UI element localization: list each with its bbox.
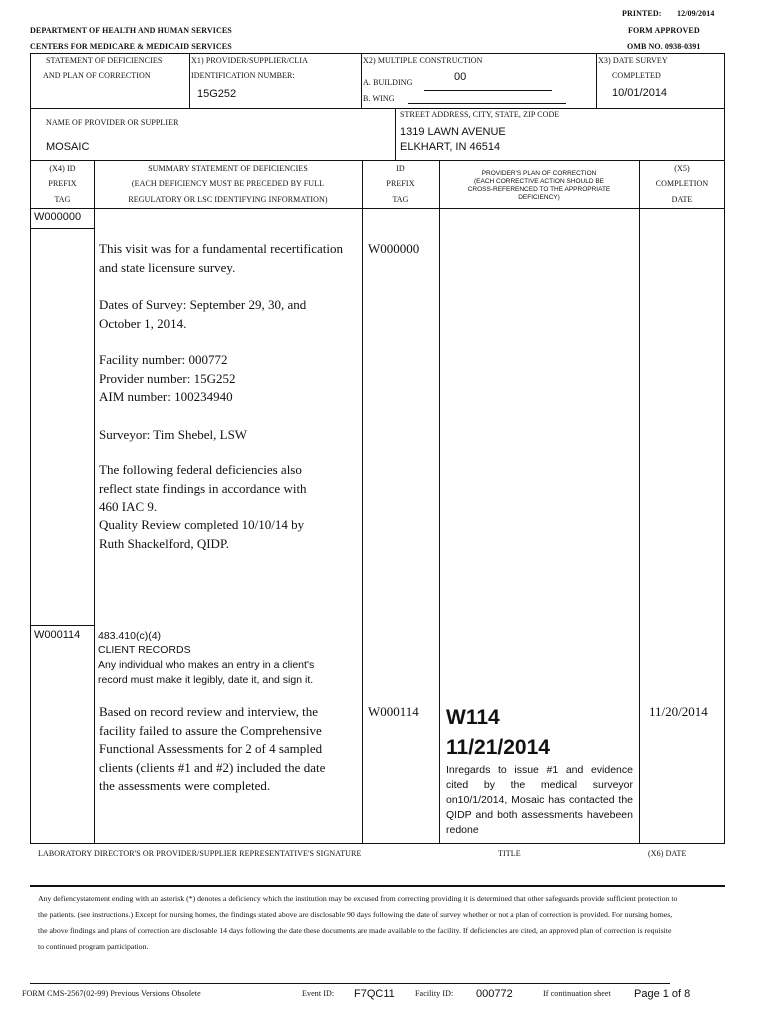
facility-number: Facility number: 000772	[99, 352, 228, 367]
facility-id-label: Facility ID:	[415, 989, 454, 998]
title-label: TITLE	[498, 849, 521, 858]
centers-title: CENTERS FOR MEDICARE & MEDICAID SERVICES	[30, 42, 232, 51]
form-approved: FORM APPROVED	[628, 26, 700, 35]
date-survey-label: X3) DATE SURVEY	[598, 56, 668, 65]
address-line-1: 1319 LAWN AVENUE	[400, 126, 506, 138]
printed-label: PRINTED:	[622, 9, 662, 18]
address-label: STREET ADDRESS, CITY, STATE, ZIP CODE	[400, 110, 560, 119]
event-id-value: F7QC11	[354, 988, 395, 1000]
plan-header-2: (EACH CORRECTIVE ACTION SHOULD BE	[473, 178, 605, 185]
page-number: Page 1 of 8	[634, 988, 691, 1000]
surveyor: Surveyor: Tim Shebel, LSW	[99, 427, 248, 442]
continuation-label: If continuation sheet	[543, 989, 611, 998]
tag-w000000-right: W000000	[368, 241, 420, 256]
survey-date-value: 10/01/2014	[612, 87, 668, 99]
x6-date-label: (X6) DATE	[648, 849, 687, 858]
tag-w000114-left: W000114	[34, 629, 81, 641]
w114-requirement: Any individual who makes an entry in a client's record must make it legibly, date it, and sign it.	[98, 659, 315, 686]
department-title: DEPARTMENT OF HEALTH AND HUMAN SERVICES	[30, 26, 232, 35]
x5-header-2: COMPLETION	[655, 179, 709, 188]
tag-w000114-right: W000114	[368, 704, 419, 719]
provider-id-value: 15G252	[197, 88, 237, 100]
completion-date: 11/20/2014	[649, 704, 708, 719]
w114-client-records: CLIENT RECORDS	[98, 644, 191, 656]
signature-label: LABORATORY DIRECTOR'S OR PROVIDER/SUPPLIER REPRESENTATIVE'S SIGNATURE	[38, 849, 362, 858]
x4-header-2: PREFIX	[48, 179, 77, 188]
w114-finding: Based on record review and interview, the facility failed to assure the Comprehensive Functional Assessments for 2 of 4 sampled clients (clients #1 and #2) included the date the assessments were completed.	[99, 704, 326, 793]
address-line-2: ELKHART, IN 46514	[400, 141, 501, 153]
x5-header-3: DATE	[671, 195, 693, 204]
plan-header	[439, 170, 639, 202]
wing-label: B. WING	[363, 94, 395, 103]
omb-number: OMB NO. 0938-0391	[627, 42, 701, 51]
plan-header-1: PROVIDER'S PLAN OF CORRECTION	[481, 170, 597, 177]
x5-header-1: (X5)	[674, 164, 690, 173]
plan-date-title: 11/21/2014	[446, 736, 550, 759]
aim-number: AIM number: 100234940	[99, 389, 233, 404]
w0-paragraph-5: The following federal deficiencies also reflect state findings in accordance with 460 IAC 9.	[99, 462, 307, 514]
event-id-label: Event ID:	[302, 989, 335, 998]
w0-paragraph-6: Quality Review completed 10/10/14 by Ruth Shackelford, QIDP.	[99, 517, 305, 551]
printed-date: 12/09/2014	[677, 9, 715, 18]
id-header-2: PREFIX	[386, 179, 415, 188]
building-value: 00	[454, 71, 467, 83]
w114-regulation: 483.410(c)(4)	[98, 630, 162, 642]
x4-header-3: TAG	[54, 195, 71, 204]
id-header-3: TAG	[392, 195, 409, 204]
w0-paragraph-2: Dates of Survey: September 29, 30, and October 1, 2014.	[99, 297, 307, 331]
w0-paragraph-1: This visit was for a fundamental recertification and state licensure survey.	[99, 241, 344, 275]
completed-label: COMPLETED	[612, 71, 661, 80]
disclaimer: Any defiencystatement ending with an asterisk (*) denotes a deficiency which the institution may be excused from correcting providing it is determined that other safeguards provide sufficient protection to the patients. (see instructions.) Except for nursing homes, the findings stated above are disclosable 90 days following the date of survey whether or not a plan of correction is provided. For nursing homes, the above findings and plans of correction are disclosable 14 days following the date these documents are made available to the facility. If deficiencies are cited, an approved plan of correction is requisite to continued program participation.	[38, 894, 678, 951]
facility-id-value: 000772	[476, 988, 513, 1000]
summary-header-2: (EACH DEFICIENCY MUST BE PRECEDED BY FULL	[131, 179, 325, 188]
plan-header-4: DEFICIENCY)	[518, 194, 560, 201]
tag-w000000-left: W000000	[34, 211, 82, 223]
provider-name-value: MOSAIC	[46, 141, 90, 153]
id-header-1: ID	[396, 164, 405, 173]
provider-number: Provider number: 15G252	[99, 371, 236, 386]
provider-name-label: NAME OF PROVIDER OR SUPPLIER	[46, 118, 179, 127]
plan-tag-title: W114	[446, 706, 500, 729]
building-label: A. BUILDING	[363, 78, 413, 87]
identification-label: IDENTIFICATION NUMBER:	[191, 71, 295, 80]
provider-id-label: X1) PROVIDER/SUPPLIER/CLIA	[191, 56, 309, 65]
form-id: FORM CMS-2567(02-99) Previous Versions Obsolete	[22, 989, 201, 998]
plan-correction-label: AND PLAN OF CORRECTION	[43, 71, 151, 80]
plan-body: Inregards to issue #1 and evidence cited by the medical surveyor on10/1/2014, Mosaic has contacted the QIDP and both assessments havebeen redone	[446, 764, 633, 836]
plan-header-3: CROSS-REFERENCED TO THE APPROPRIATE	[467, 186, 611, 193]
multiple-construction-label: X2) MULTIPLE CONSTRUCTION	[363, 56, 483, 65]
summary-header-1: SUMMARY STATEMENT OF DEFICIENCIES	[148, 164, 308, 173]
x4-header-1: (X4) ID	[49, 164, 76, 173]
statement-label: STATEMENT OF DEFICIENCIES	[46, 56, 163, 65]
summary-header-3: REGULATORY OR LSC IDENTIFYING INFORMATION)	[128, 195, 328, 204]
